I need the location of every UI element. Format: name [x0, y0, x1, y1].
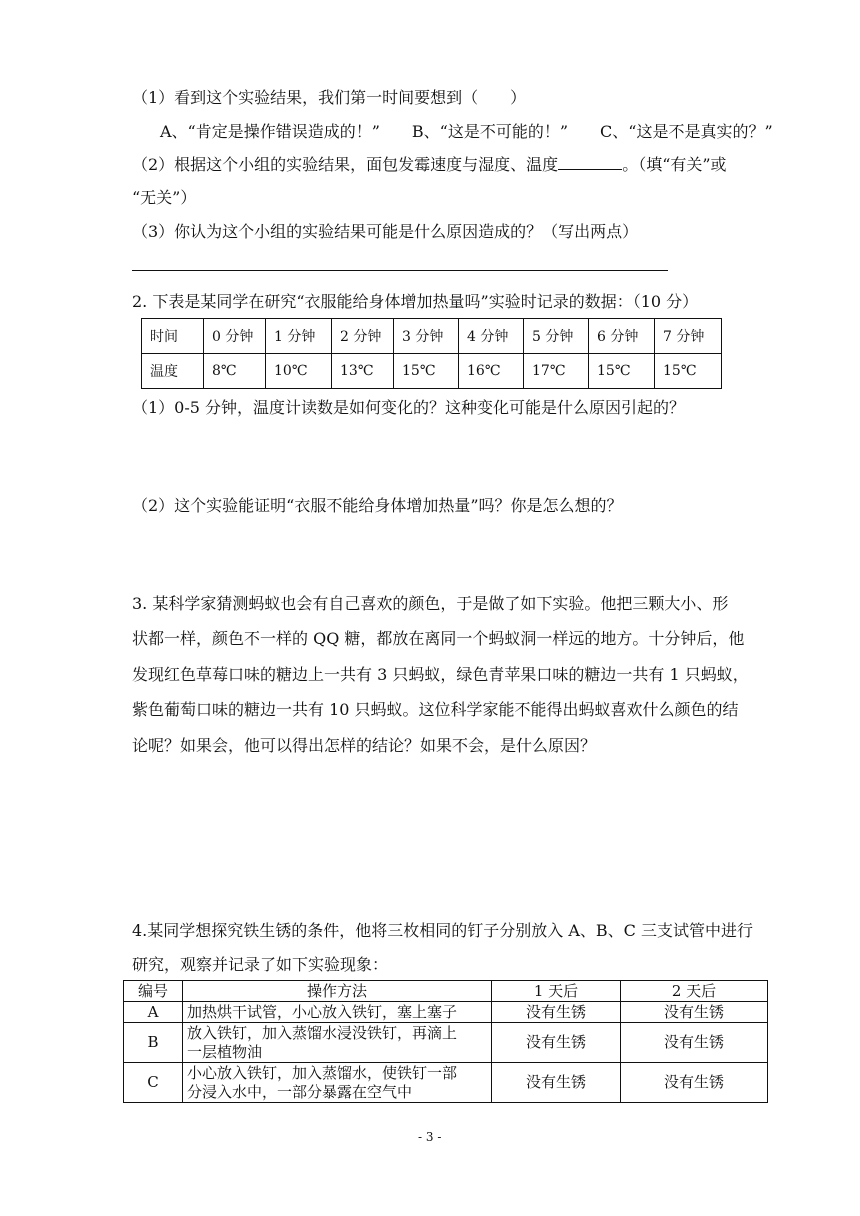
q4-line: 研究，观察并记录了如下实验现象：	[132, 955, 389, 974]
table-header: 1 天后	[492, 981, 621, 1002]
table-cell: 5 分钟	[524, 319, 589, 354]
q4-line: 4.某同学想探究铁生锈的条件，他将三枚相同的钉子分别放入 A、B、C 三支试管中进行	[132, 921, 753, 940]
q3-line: 发现红色草莓口味的糖边上一共有 3 只蚂蚁，绿色青苹果口味的糖边一共有 1 只蚂蚁，	[132, 665, 749, 684]
table-cell: 15℃	[394, 354, 459, 389]
q3-line: 状都一样，颜色不一样的 QQ 糖，都放在离同一个蚂蚁洞一样远的地方。十分钟后，他	[132, 629, 745, 648]
answer-line[interactable]	[132, 270, 668, 271]
q1-sub2-cont: “无关”）	[132, 188, 197, 207]
q1-sub2	[132, 155, 727, 175]
table-cell: 6 分钟	[589, 319, 655, 354]
q1-sub3: （3）你认为这个小组的实验结果可能是什么原因造成的？（写出两点）	[132, 222, 639, 241]
table-cell: 没有生锈	[621, 1063, 768, 1103]
table-cell: 17℃	[524, 354, 589, 389]
q3-line: 紫色葡萄口味的糖边一共有 10 只蚂蚁。这位科学家能不能得出蚂蚁喜欢什么颜色的结	[132, 700, 739, 719]
table-header: 编号	[124, 981, 183, 1002]
table-cell: 时间	[142, 319, 204, 354]
table-cell: 没有生锈	[492, 1023, 621, 1063]
table-cell: C	[124, 1063, 183, 1103]
q3-line: 论呢？如果会，他可以得出怎样的结论？如果不会，是什么原因？	[132, 736, 597, 755]
q3-line: 3. 某科学家猜测蚂蚁也会有自己喜欢的颜色，于是做了如下实验。他把三颗大小、形	[132, 594, 729, 613]
table-row	[142, 319, 722, 354]
fill-blank[interactable]	[558, 155, 622, 170]
table-cell: 4 分钟	[459, 319, 524, 354]
table-cell: 0 分钟	[204, 319, 266, 354]
table-cell: 温度	[142, 354, 204, 389]
table-header: 操作方法	[183, 981, 492, 1002]
q2-sub2: （2）这个实验能证明“衣服不能给身体增加热量”吗？你是怎么想的？	[132, 496, 623, 515]
table-cell: 没有生锈	[621, 1002, 768, 1023]
method-line: 放入铁钉，加入蒸馏水浸没铁钉，再滴上	[187, 1023, 458, 1042]
q1-sub2-text: （2）根据这个小组的实验结果，面包发霉速度与湿度、温度	[132, 155, 559, 174]
table-row	[142, 354, 722, 389]
table-row	[124, 1063, 768, 1103]
q1-sub1: （1）看到这个实验结果，我们第一时间要想到（ ）	[132, 88, 527, 107]
table-cell: 8℃	[204, 354, 266, 389]
page-number: - 3 -	[418, 1130, 442, 1144]
table-cell	[183, 1023, 492, 1063]
method-line: 分浸入水中，一部分暴露在空气中	[187, 1082, 413, 1101]
table-cell: 2 分钟	[332, 319, 394, 354]
table-cell: 没有生锈	[492, 1002, 621, 1023]
table-cell: A	[124, 1002, 183, 1023]
table-cell: 10℃	[266, 354, 332, 389]
q1-sub2-hint: 。（填“有关”或	[622, 155, 727, 174]
q2-title: 2. 下表是某同学在研究“衣服能给身体增加热量吗”实验时记录的数据：（10 分）	[132, 292, 699, 311]
table-cell	[183, 1063, 492, 1103]
table-cell: 7 分钟	[655, 319, 722, 354]
table-cell: 没有生锈	[492, 1063, 621, 1103]
temperature-table	[141, 318, 722, 389]
table-cell: 加热烘干试管，小心放入铁钉，塞上塞子	[183, 1002, 492, 1023]
method-line: 一层植物油	[187, 1042, 263, 1061]
table-row	[124, 1002, 768, 1023]
q2-sub1: （1）0-5 分钟，温度计读数是如何变化的？这种变化可能是什么原因引起的？	[132, 398, 686, 417]
rust-experiment-table	[123, 980, 768, 1103]
table-cell: 15℃	[655, 354, 722, 389]
method-line: 小心放入铁钉，加入蒸馏水，使铁钉一部	[187, 1063, 458, 1082]
table-cell: 3 分钟	[394, 319, 459, 354]
table-cell: 16℃	[459, 354, 524, 389]
q1-options: A、“肯定是操作错误造成的！” B、“这是不可能的！” C、“这是不是真实的？”	[160, 122, 773, 141]
table-cell: 13℃	[332, 354, 394, 389]
table-cell: 15℃	[589, 354, 655, 389]
table-cell: B	[124, 1023, 183, 1063]
table-cell: 1 分钟	[266, 319, 332, 354]
table-cell: 没有生锈	[621, 1023, 768, 1063]
table-row	[124, 1023, 768, 1063]
table-row	[124, 981, 768, 1002]
table-header: 2 天后	[621, 981, 768, 1002]
